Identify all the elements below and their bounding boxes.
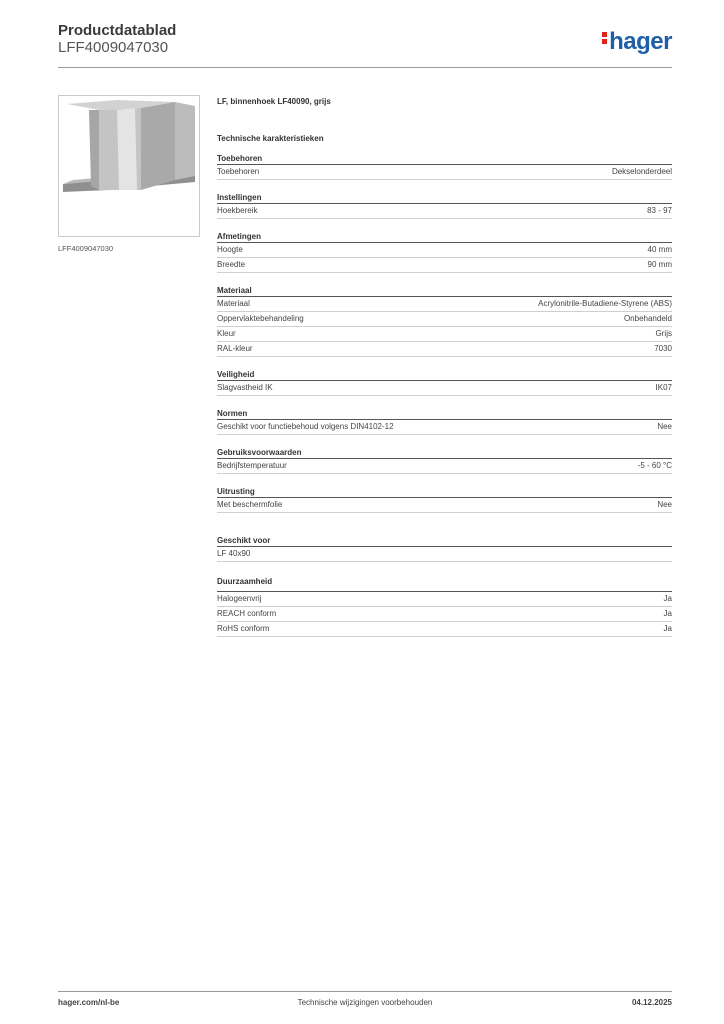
spec-value: Nee (657, 500, 672, 509)
spec-group-normen (217, 408, 672, 435)
header-divider (58, 67, 672, 68)
spec-label: RoHS conform (217, 624, 270, 633)
spec-label: Breedte (217, 260, 246, 269)
spec-label: Hoogte (217, 245, 243, 254)
spec-group-geschikt-voor (217, 535, 672, 562)
spec-group-uitrusting (217, 486, 672, 513)
spec-row (217, 547, 672, 562)
spec-label: Slagvastheid IK (217, 383, 273, 392)
spec-group-title: Instellingen (217, 192, 672, 204)
product-image (58, 95, 200, 237)
specification-content (217, 96, 672, 637)
spec-row (217, 258, 672, 273)
spec-value: 90 mm (647, 260, 672, 269)
spec-group-title: Toebehoren (217, 153, 672, 165)
spec-group-duurzaamheid (217, 576, 672, 637)
spec-group-title: Duurzaamheid (217, 576, 672, 592)
spec-group-materiaal (217, 285, 672, 357)
spec-value: Ja (663, 594, 672, 603)
spec-label: Met beschermfolie (217, 500, 283, 509)
spec-group-title: Materiaal (217, 285, 672, 297)
footer-date: 04.12.2025 (631, 998, 672, 1007)
spec-row (217, 165, 672, 180)
product-code: LFF4009047030 (58, 39, 169, 56)
spec-group-title: Gebruiksvoorwaarden (217, 447, 672, 459)
spec-value: 7030 (654, 344, 672, 353)
image-caption: LFF4009047030 (58, 244, 114, 253)
spec-group-instellingen (217, 192, 672, 219)
spec-value: 83 - 97 (647, 206, 672, 215)
footer-notice: Technische wijzigingen voorbehouden (297, 998, 433, 1007)
spec-label: Toebehoren (217, 167, 260, 176)
footer-divider (58, 991, 672, 992)
spec-label: Halogeenvrij (217, 594, 262, 603)
spec-value: -5 - 60 °C (637, 461, 672, 470)
spec-group-title: Geschikt voor (217, 535, 672, 547)
spec-label: LF 40x90 (217, 549, 251, 558)
spec-group-toebehoren (217, 153, 672, 180)
spec-value: Grijs (655, 329, 672, 338)
spec-row (217, 327, 672, 342)
spec-row (217, 342, 672, 357)
product-title: LF, binnenhoek LF40090, grijs (217, 97, 331, 106)
spec-row (217, 498, 672, 513)
spec-group-afmetingen (217, 231, 672, 273)
spec-label: Kleur (217, 329, 236, 338)
footer-website-link[interactable]: hager.com/nl-be (58, 998, 120, 1007)
spec-value: IK07 (655, 383, 672, 392)
spec-group-gebruiksvoorwaarden (217, 447, 672, 474)
spec-label: Geschikt voor functiebehoud volgens DIN4102-12 (217, 422, 394, 431)
spec-row (217, 607, 672, 622)
spec-group-veiligheid (217, 369, 672, 396)
spec-label: Hoekbereik (217, 206, 258, 215)
spec-label: RAL-kleur (217, 344, 253, 353)
hager-logo (602, 28, 672, 56)
spec-group-title: Uitrusting (217, 486, 672, 498)
inner-corner-product-icon (59, 96, 199, 236)
logo-text: hager (609, 28, 672, 55)
spec-value: Dekselonderdeel (611, 167, 672, 176)
spec-group-title: Afmetingen (217, 231, 672, 243)
spec-label: REACH conform (217, 609, 277, 618)
spec-label: Bedrijfstemperatuur (217, 461, 287, 470)
spec-value: Acrylonitrile-Butadiene-Styrene (ABS) (538, 299, 672, 308)
spec-value: 40 mm (647, 245, 672, 254)
spec-row (217, 297, 672, 312)
spec-row (217, 592, 672, 607)
spec-row (217, 312, 672, 327)
document-header (58, 22, 176, 57)
spec-value: Onbehandeld (623, 314, 672, 323)
spec-row (217, 243, 672, 258)
spec-group-title: Normen (217, 408, 672, 420)
page-title: Productdatablad (58, 22, 177, 39)
spec-row (217, 381, 672, 396)
spec-value: Nee (657, 422, 672, 431)
spec-row (217, 459, 672, 474)
spec-group-title: Veiligheid (217, 369, 672, 381)
spec-label: Materiaal (217, 299, 250, 308)
spec-row (217, 622, 672, 637)
logo-dots-icon (602, 30, 607, 46)
spec-row (217, 204, 672, 219)
spec-value: Ja (663, 624, 672, 633)
characteristics-title: Technische karakteristieken (217, 134, 324, 143)
spec-value: Ja (663, 609, 672, 618)
spec-row (217, 420, 672, 435)
spec-label: Oppervlaktebehandeling (217, 314, 304, 323)
